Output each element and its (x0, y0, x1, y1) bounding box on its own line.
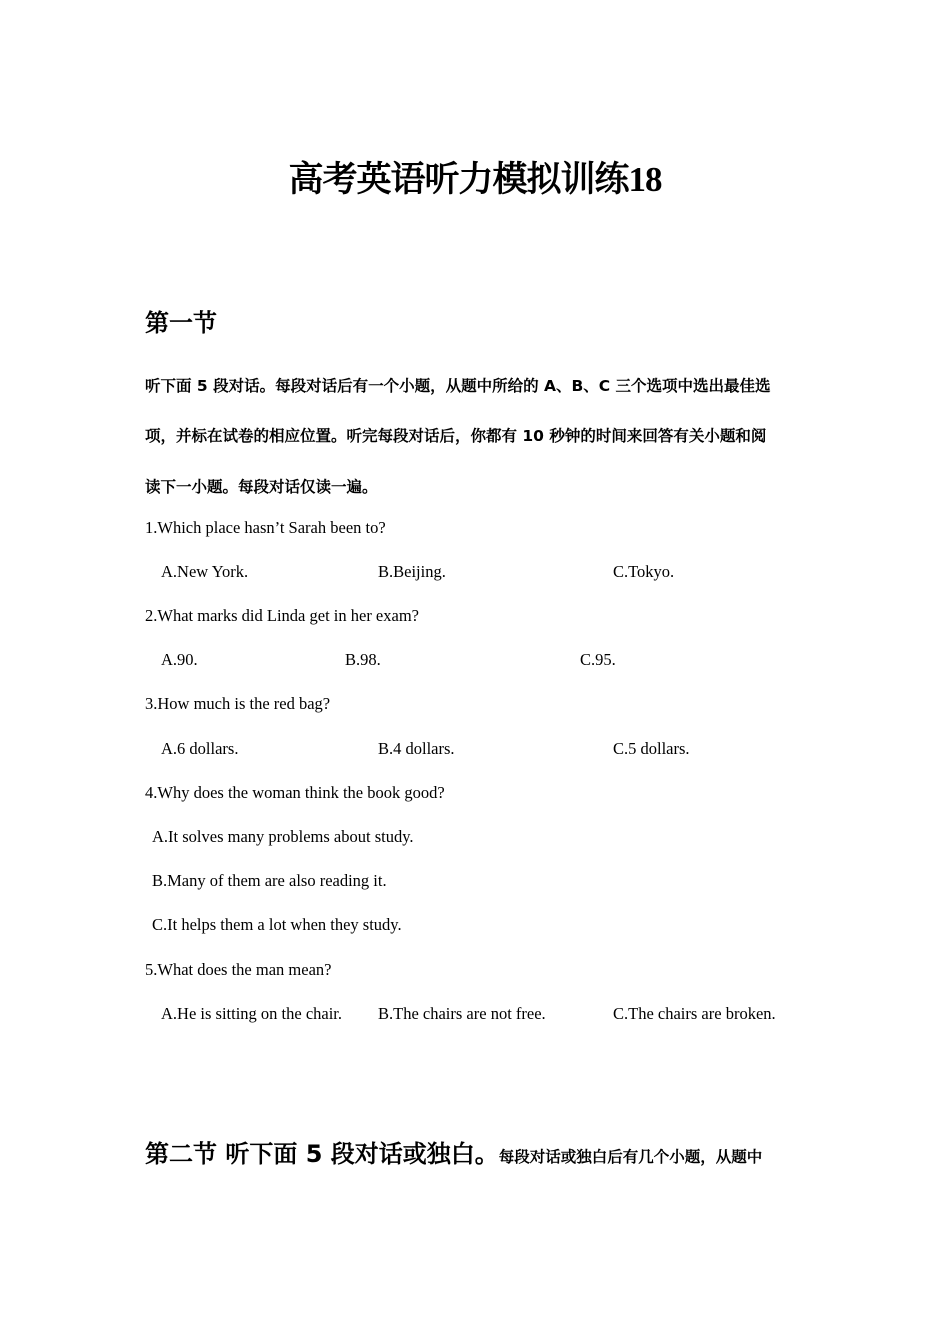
section1-heading: 第一节 (145, 309, 217, 337)
question-3: 3.How much is the red bag? (145, 694, 331, 713)
section2-continuation: 每段对话或独白后有几个小题，从题中 (498, 1148, 763, 1166)
question-4: 4.Why does the woman think the book good? (145, 783, 445, 802)
question-1-option-c: C.Tokyo. (613, 562, 675, 581)
question-1-option-a: A.New York. (161, 562, 249, 581)
question-3-option-c: C.5 dollars. (613, 739, 690, 758)
question-2: 2.What marks did Linda get in her exam? (145, 606, 419, 625)
section2-heading: 第二节 听下面 5 段对话或独白。 (145, 1140, 499, 1168)
question-1-option-b: B.Beijing. (378, 562, 446, 581)
question-2-option-c: C.95. (580, 650, 616, 669)
question-4-option-b: B.Many of them are also reading it. (152, 871, 387, 890)
title-number: 18 (628, 160, 662, 199)
question-5-option-b: B.The chairs are not free. (378, 1004, 546, 1023)
question-3-option-b: B.4 dollars. (378, 739, 455, 758)
title-text: 高考英语听力模拟训练 (288, 160, 629, 200)
section1-instruction-line-3: 读下一小题。每段对话仅读一遍。 (145, 478, 378, 496)
question-5: 5.What does the man mean? (145, 960, 332, 979)
question-5-option-a: A.He is sitting on the chair. (161, 1004, 343, 1023)
question-1: 1.Which place hasn’t Sarah been to? (145, 518, 386, 537)
section2-heading-line (145, 1134, 762, 1169)
question-2-option-a: A.90. (161, 650, 198, 669)
question-2-option-b: B.98. (345, 650, 381, 669)
section1-instruction-line-1: 听下面 5 段对话。每段对话后有一个小题，从题中所给的 A、B、C 三个选项中选出最佳选 (145, 377, 771, 395)
question-4-option-a: A.It solves many problems about study. (152, 827, 414, 846)
question-4-option-c: C.It helps them a lot when they study. (152, 915, 402, 934)
section1-instruction-line-2: 项，并标在试卷的相应位置。听完每段对话后，你都有 10 秒钟的时间来回答有关小题和阅 (145, 427, 767, 445)
question-3-option-a: A.6 dollars. (161, 739, 239, 758)
question-5-option-c: C.The chairs are broken. (613, 1004, 776, 1023)
page-title (0, 152, 950, 202)
